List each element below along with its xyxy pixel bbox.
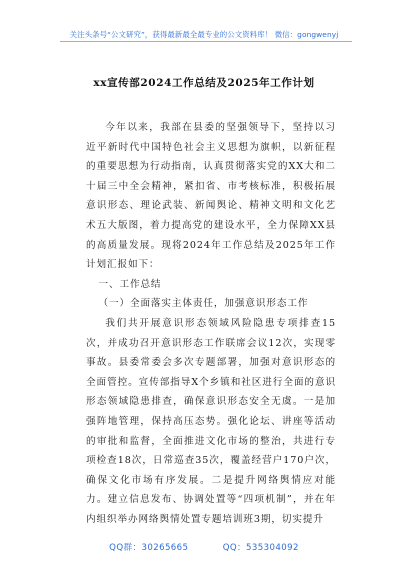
body-paragraph: 我们共开展意识形态领域风险隐患专项排查15次，并成功召开意识形态工作联席会议12次，实现零事故。县委常委会多次专题部署，加强对意识形态的全面管控。宣传部指导X个乡镇和社区进行全面的意识形态领域隐患排查，确保意识形态安全无虞。一是加强阵地管理，保持高压态势。强化论坛、讲座等活动的审批和监督，全面推进文化市场的整治，共进行专项检查18次，日常巡查35次，覆盖经营户170户次，确保文化市场有序发展。二是提升网络舆情应对能力。建立信息发布、协调处置等“四项机制”，并在年内组织举办网络舆情处置专题培训班3期，切实提升 — [86, 317, 336, 525]
footer-qq: QQ：535304092 — [222, 543, 299, 553]
section-heading: 一、工作总结 — [98, 278, 162, 290]
header-note: 关注头条号“公文研究”，获得最新最全最专业的公文资料库！ 微信：gongwenyj — [69, 30, 339, 39]
header-divider — [60, 41, 352, 42]
subsection-heading: （一）全面落实主体责任，加强意识形态工作 — [98, 298, 309, 310]
footer-qq-group: QQ群：30265665 — [109, 543, 189, 553]
footer-contact — [0, 541, 408, 553]
document-title: xx宣传部2024工作总结及2025年工作计划 — [93, 77, 315, 89]
intro-paragraph: 今年以来，我部在县委的坚强领导下，坚持以习近平新时代中国特色社会主义思想为旗帜，以新征程的重要思想为行动指南，认真贯彻落实党的XX大和二十届三中全会精神，紧扣省、市考核标准，积极拓展意识形态、理论武装、新闻舆论、精神文明和文化艺术五大版图，着力提高党的建设水平，全力保障XX县的高质量发展。现将2024年工作总结及2025年工作计划汇报如下： — [86, 122, 336, 271]
document-body — [86, 118, 336, 529]
